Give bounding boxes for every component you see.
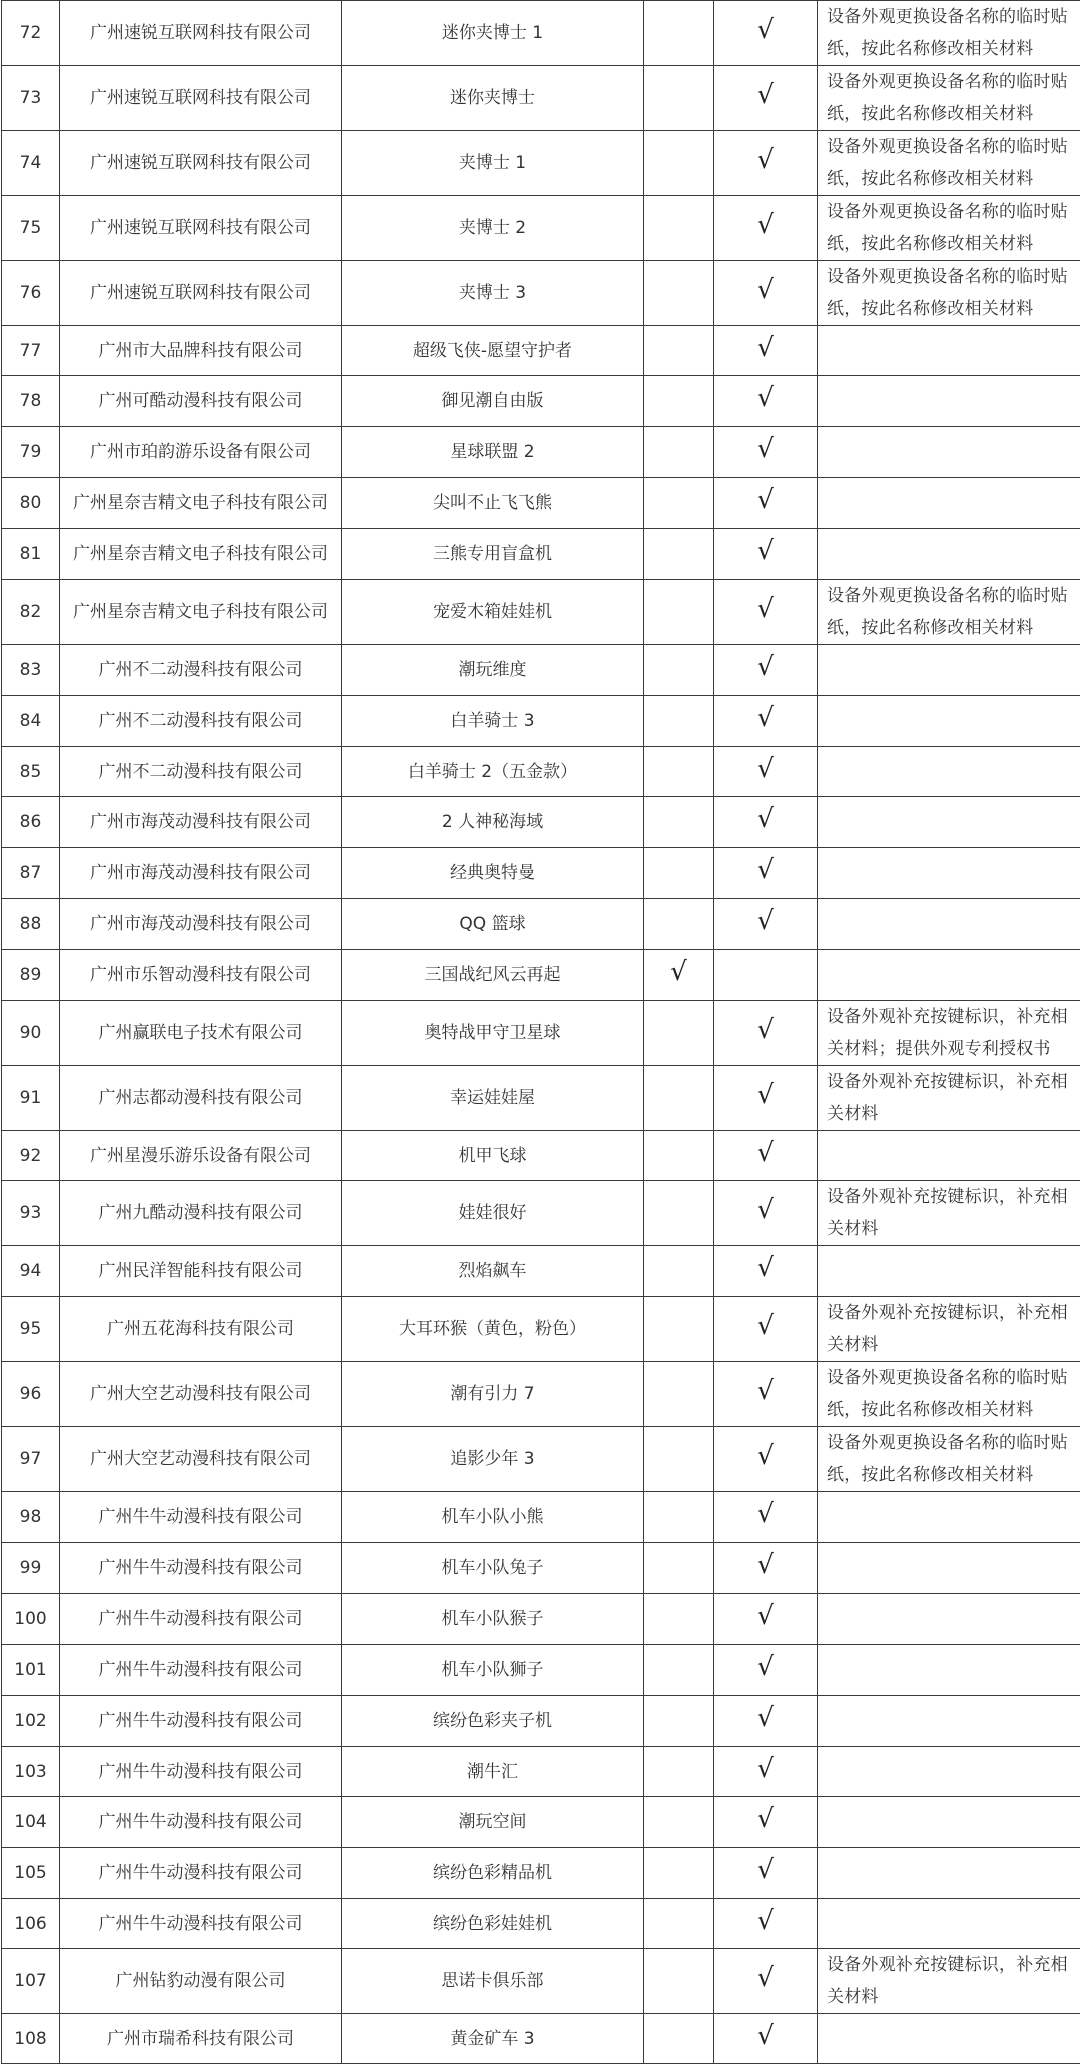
company-name-cell: 广州牛牛动漫科技有限公司 bbox=[60, 1492, 342, 1543]
company-name-cell: 广州志都动漫科技有限公司 bbox=[60, 1066, 342, 1131]
check-mark-icon: √ bbox=[757, 857, 774, 883]
check-mark-icon: √ bbox=[757, 1756, 774, 1782]
check-column-2-cell bbox=[714, 131, 818, 196]
check-mark-icon: √ bbox=[757, 147, 774, 173]
table-row bbox=[2, 848, 1080, 899]
device-name-cell: 大耳环猴（黄色，粉色） bbox=[342, 1297, 644, 1362]
table-row bbox=[2, 797, 1080, 848]
check-column-1-cell bbox=[644, 2014, 714, 2064]
table-row bbox=[2, 1696, 1080, 1747]
check-column-2-cell bbox=[714, 1543, 818, 1594]
check-column-1-cell bbox=[644, 848, 714, 899]
remark-cell: 设备外观补充按键标识，补充相关材料 bbox=[818, 1181, 1080, 1246]
check-column-2-cell bbox=[714, 2014, 818, 2064]
table-row bbox=[2, 1297, 1080, 1362]
row-number-cell: 88 bbox=[2, 899, 60, 950]
check-column-2-cell bbox=[714, 1246, 818, 1297]
table-row bbox=[2, 131, 1080, 196]
check-column-1-cell bbox=[644, 1949, 714, 2014]
check-column-1-cell bbox=[644, 196, 714, 261]
check-mark-icon: √ bbox=[757, 908, 774, 934]
device-name-cell: 机车小队小熊 bbox=[342, 1492, 644, 1543]
company-name-cell: 广州不二动漫科技有限公司 bbox=[60, 696, 342, 747]
device-name-cell: 潮玩空间 bbox=[342, 1797, 644, 1848]
check-mark-icon: √ bbox=[757, 756, 774, 782]
remark-cell bbox=[818, 427, 1080, 478]
check-column-1-cell bbox=[644, 1543, 714, 1594]
remark-cell bbox=[818, 645, 1080, 696]
table-row bbox=[2, 1594, 1080, 1645]
check-column-2-cell bbox=[714, 1645, 818, 1696]
row-number-cell: 96 bbox=[2, 1362, 60, 1427]
check-column-2-cell bbox=[714, 1131, 818, 1181]
check-mark-icon: √ bbox=[757, 1908, 774, 1934]
company-name-cell: 广州大空艺动漫科技有限公司 bbox=[60, 1427, 342, 1492]
check-column-2-cell bbox=[714, 196, 818, 261]
company-name-cell: 广州牛牛动漫科技有限公司 bbox=[60, 1747, 342, 1797]
table-row bbox=[2, 747, 1080, 797]
table-row bbox=[2, 376, 1080, 427]
company-name-cell: 广州牛牛动漫科技有限公司 bbox=[60, 1899, 342, 1949]
row-number-cell: 84 bbox=[2, 696, 60, 747]
remark-cell: 设备外观补充按键标识，补充相关材料 bbox=[818, 1949, 1080, 2014]
row-number-cell: 98 bbox=[2, 1492, 60, 1543]
row-number-cell: 90 bbox=[2, 1001, 60, 1066]
device-name-cell: 奥特战甲守卫星球 bbox=[342, 1001, 644, 1066]
check-column-2-cell bbox=[714, 1696, 818, 1747]
company-name-cell: 广州星奈吉精文电子科技有限公司 bbox=[60, 478, 342, 529]
check-column-1-cell bbox=[644, 1594, 714, 1645]
check-mark-icon: √ bbox=[757, 806, 774, 832]
device-name-cell: 三国战纪风云再起 bbox=[342, 950, 644, 1001]
check-column-2-cell bbox=[714, 1001, 818, 1066]
row-number-cell: 83 bbox=[2, 645, 60, 696]
check-column-1-cell bbox=[644, 427, 714, 478]
device-name-cell: 机车小队兔子 bbox=[342, 1543, 644, 1594]
device-name-cell: 迷你夹博士 1 bbox=[342, 1, 644, 66]
remark-cell: 设备外观更换设备名称的临时贴纸，按此名称修改相关材料 bbox=[818, 580, 1080, 645]
table-row bbox=[2, 529, 1080, 580]
row-number-cell: 92 bbox=[2, 1131, 60, 1181]
remark-cell bbox=[818, 1747, 1080, 1797]
row-number-cell: 106 bbox=[2, 1899, 60, 1949]
check-column-1-cell bbox=[644, 1645, 714, 1696]
remark-cell: 设备外观更换设备名称的临时贴纸，按此名称修改相关材料 bbox=[818, 1, 1080, 66]
check-column-1-cell bbox=[644, 1899, 714, 1949]
device-name-cell: 潮玩维度 bbox=[342, 645, 644, 696]
table-row bbox=[2, 478, 1080, 529]
device-name-cell: 迷你夹博士 bbox=[342, 66, 644, 131]
check-mark-icon: √ bbox=[757, 1501, 774, 1527]
company-name-cell: 广州五花海科技有限公司 bbox=[60, 1297, 342, 1362]
device-name-cell: 经典奥特曼 bbox=[342, 848, 644, 899]
table-row bbox=[2, 580, 1080, 645]
check-mark-icon: √ bbox=[757, 1313, 774, 1339]
row-number-cell: 97 bbox=[2, 1427, 60, 1492]
company-name-cell: 广州速锐互联网科技有限公司 bbox=[60, 131, 342, 196]
check-mark-icon: √ bbox=[757, 1378, 774, 1404]
table-row bbox=[2, 696, 1080, 747]
company-name-cell: 广州星奈吉精文电子科技有限公司 bbox=[60, 580, 342, 645]
check-column-2-cell bbox=[714, 899, 818, 950]
check-column-1-cell bbox=[644, 131, 714, 196]
device-name-cell: 三熊专用盲盒机 bbox=[342, 529, 644, 580]
company-name-cell: 广州市瑞希科技有限公司 bbox=[60, 2014, 342, 2064]
company-name-cell: 广州星漫乐游乐设备有限公司 bbox=[60, 1131, 342, 1181]
check-column-2-cell bbox=[714, 1492, 818, 1543]
remark-cell: 设备外观更换设备名称的临时贴纸，按此名称修改相关材料 bbox=[818, 261, 1080, 326]
check-column-1-cell bbox=[644, 696, 714, 747]
check-column-2-cell bbox=[714, 1181, 818, 1246]
check-column-2-cell bbox=[714, 580, 818, 645]
remark-cell: 设备外观更换设备名称的临时贴纸，按此名称修改相关材料 bbox=[818, 1427, 1080, 1492]
remark-cell bbox=[818, 1899, 1080, 1949]
check-column-2-cell bbox=[714, 1949, 818, 2014]
check-column-1-cell bbox=[644, 1246, 714, 1297]
table-row bbox=[2, 1066, 1080, 1131]
company-name-cell: 广州牛牛动漫科技有限公司 bbox=[60, 1696, 342, 1747]
check-mark-icon: √ bbox=[757, 538, 774, 564]
company-name-cell: 广州市乐智动漫科技有限公司 bbox=[60, 950, 342, 1001]
table-row bbox=[2, 1131, 1080, 1181]
remark-cell bbox=[818, 326, 1080, 376]
device-name-cell: 机甲飞球 bbox=[342, 1131, 644, 1181]
check-mark-icon: √ bbox=[757, 1857, 774, 1883]
check-column-1-cell bbox=[644, 950, 714, 1001]
device-name-cell: 缤纷色彩精品机 bbox=[342, 1848, 644, 1899]
device-approval-table bbox=[1, 0, 1080, 2064]
check-mark-icon: √ bbox=[757, 385, 774, 411]
remark-cell bbox=[818, 1645, 1080, 1696]
row-number-cell: 76 bbox=[2, 261, 60, 326]
check-column-1-cell bbox=[644, 797, 714, 848]
check-column-2-cell bbox=[714, 1747, 818, 1797]
table-row bbox=[2, 1848, 1080, 1899]
check-mark-icon: √ bbox=[757, 17, 774, 43]
check-column-2-cell bbox=[714, 950, 818, 1001]
check-mark-icon: √ bbox=[670, 959, 687, 985]
device-name-cell: 白羊骑士 3 bbox=[342, 696, 644, 747]
device-name-cell: 夹博士 3 bbox=[342, 261, 644, 326]
check-column-1-cell bbox=[644, 1427, 714, 1492]
check-column-2-cell bbox=[714, 1594, 818, 1645]
table-row bbox=[2, 196, 1080, 261]
check-mark-icon: √ bbox=[757, 1140, 774, 1166]
check-mark-icon: √ bbox=[757, 1082, 774, 1108]
check-mark-icon: √ bbox=[757, 212, 774, 238]
row-number-cell: 102 bbox=[2, 1696, 60, 1747]
check-mark-icon: √ bbox=[757, 277, 774, 303]
remark-cell: 设备外观补充按键标识，补充相关材料；提供外观专利授权书 bbox=[818, 1001, 1080, 1066]
check-column-1-cell bbox=[644, 1492, 714, 1543]
check-mark-icon: √ bbox=[757, 335, 774, 361]
table-row bbox=[2, 1899, 1080, 1949]
device-name-cell: 娃娃很好 bbox=[342, 1181, 644, 1246]
row-number-cell: 101 bbox=[2, 1645, 60, 1696]
check-mark-icon: √ bbox=[757, 487, 774, 513]
row-number-cell: 78 bbox=[2, 376, 60, 427]
check-column-2-cell bbox=[714, 696, 818, 747]
company-name-cell: 广州市海茂动漫科技有限公司 bbox=[60, 797, 342, 848]
table-row bbox=[2, 1543, 1080, 1594]
row-number-cell: 74 bbox=[2, 131, 60, 196]
remark-cell bbox=[818, 1848, 1080, 1899]
check-column-1-cell bbox=[644, 899, 714, 950]
check-mark-icon: √ bbox=[757, 436, 774, 462]
row-number-cell: 104 bbox=[2, 1797, 60, 1848]
check-column-2-cell bbox=[714, 645, 818, 696]
check-column-2-cell bbox=[714, 1362, 818, 1427]
table-row bbox=[2, 899, 1080, 950]
company-name-cell: 广州市大品牌科技有限公司 bbox=[60, 326, 342, 376]
check-column-1-cell bbox=[644, 1797, 714, 1848]
check-column-1-cell bbox=[644, 529, 714, 580]
device-name-cell: 2 人神秘海域 bbox=[342, 797, 644, 848]
remark-cell bbox=[818, 376, 1080, 427]
device-name-cell: 追影少年 3 bbox=[342, 1427, 644, 1492]
row-number-cell: 79 bbox=[2, 427, 60, 478]
check-column-2-cell bbox=[714, 1899, 818, 1949]
device-name-cell: 尖叫不止飞飞熊 bbox=[342, 478, 644, 529]
row-number-cell: 80 bbox=[2, 478, 60, 529]
company-name-cell: 广州速锐互联网科技有限公司 bbox=[60, 66, 342, 131]
check-column-2-cell bbox=[714, 797, 818, 848]
table-row bbox=[2, 1645, 1080, 1696]
check-column-1-cell bbox=[644, 1066, 714, 1131]
table-row bbox=[2, 645, 1080, 696]
check-column-1-cell bbox=[644, 1131, 714, 1181]
check-mark-icon: √ bbox=[757, 1197, 774, 1223]
check-mark-icon: √ bbox=[757, 705, 774, 731]
check-column-1-cell bbox=[644, 747, 714, 797]
table-row bbox=[2, 1797, 1080, 1848]
check-mark-icon: √ bbox=[757, 1806, 774, 1832]
check-column-1-cell bbox=[644, 376, 714, 427]
row-number-cell: 82 bbox=[2, 580, 60, 645]
remark-cell: 设备外观更换设备名称的临时贴纸，按此名称修改相关材料 bbox=[818, 196, 1080, 261]
table-row bbox=[2, 1949, 1080, 2014]
company-name-cell: 广州大空艺动漫科技有限公司 bbox=[60, 1362, 342, 1427]
remark-cell: 设备外观更换设备名称的临时贴纸，按此名称修改相关材料 bbox=[818, 1362, 1080, 1427]
remark-cell bbox=[818, 1594, 1080, 1645]
row-number-cell: 100 bbox=[2, 1594, 60, 1645]
company-name-cell: 广州市珀韵游乐设备有限公司 bbox=[60, 427, 342, 478]
company-name-cell: 广州赢联电子技术有限公司 bbox=[60, 1001, 342, 1066]
check-column-1-cell bbox=[644, 1181, 714, 1246]
check-column-2-cell bbox=[714, 1848, 818, 1899]
check-mark-icon: √ bbox=[757, 596, 774, 622]
check-column-1-cell bbox=[644, 326, 714, 376]
table-body bbox=[2, 1, 1080, 2064]
row-number-cell: 94 bbox=[2, 1246, 60, 1297]
row-number-cell: 86 bbox=[2, 797, 60, 848]
device-name-cell: 幸运娃娃屋 bbox=[342, 1066, 644, 1131]
check-column-1-cell bbox=[644, 1297, 714, 1362]
row-number-cell: 75 bbox=[2, 196, 60, 261]
device-name-cell: 御见潮自由版 bbox=[342, 376, 644, 427]
row-number-cell: 93 bbox=[2, 1181, 60, 1246]
check-column-1-cell bbox=[644, 261, 714, 326]
check-column-1-cell bbox=[644, 1848, 714, 1899]
row-number-cell: 77 bbox=[2, 326, 60, 376]
row-number-cell: 91 bbox=[2, 1066, 60, 1131]
remark-cell bbox=[818, 1797, 1080, 1848]
remark-cell bbox=[818, 848, 1080, 899]
row-number-cell: 73 bbox=[2, 66, 60, 131]
remark-cell bbox=[818, 1543, 1080, 1594]
check-column-2-cell bbox=[714, 1797, 818, 1848]
row-number-cell: 105 bbox=[2, 1848, 60, 1899]
check-mark-icon: √ bbox=[757, 654, 774, 680]
check-column-1-cell bbox=[644, 1001, 714, 1066]
remark-cell bbox=[818, 2014, 1080, 2064]
device-name-cell: 缤纷色彩娃娃机 bbox=[342, 1899, 644, 1949]
device-name-cell: 黄金矿车 3 bbox=[342, 2014, 644, 2064]
device-name-cell: 白羊骑士 2（五金款） bbox=[342, 747, 644, 797]
check-column-1-cell bbox=[644, 580, 714, 645]
row-number-cell: 107 bbox=[2, 1949, 60, 2014]
device-name-cell: 宠爱木箱娃娃机 bbox=[342, 580, 644, 645]
remark-cell bbox=[818, 1492, 1080, 1543]
company-name-cell: 广州牛牛动漫科技有限公司 bbox=[60, 1848, 342, 1899]
device-name-cell: 烈焰飙车 bbox=[342, 1246, 644, 1297]
table-row bbox=[2, 1427, 1080, 1492]
check-mark-icon: √ bbox=[757, 1654, 774, 1680]
row-number-cell: 72 bbox=[2, 1, 60, 66]
device-name-cell: 潮牛汇 bbox=[342, 1747, 644, 1797]
check-column-1-cell bbox=[644, 1, 714, 66]
table-row bbox=[2, 66, 1080, 131]
remark-cell: 设备外观补充按键标识，补充相关材料 bbox=[818, 1066, 1080, 1131]
check-mark-icon: √ bbox=[757, 1255, 774, 1281]
remark-cell bbox=[818, 478, 1080, 529]
row-number-cell: 108 bbox=[2, 2014, 60, 2064]
remark-cell: 设备外观更换设备名称的临时贴纸，按此名称修改相关材料 bbox=[818, 66, 1080, 131]
remark-cell bbox=[818, 529, 1080, 580]
row-number-cell: 87 bbox=[2, 848, 60, 899]
row-number-cell: 95 bbox=[2, 1297, 60, 1362]
company-name-cell: 广州速锐互联网科技有限公司 bbox=[60, 1, 342, 66]
table-row bbox=[2, 1001, 1080, 1066]
row-number-cell: 85 bbox=[2, 747, 60, 797]
check-mark-icon: √ bbox=[757, 2023, 774, 2049]
table-row bbox=[2, 261, 1080, 326]
check-column-2-cell bbox=[714, 66, 818, 131]
company-name-cell: 广州钻豹动漫有限公司 bbox=[60, 1949, 342, 2014]
row-number-cell: 103 bbox=[2, 1747, 60, 1797]
company-name-cell: 广州市海茂动漫科技有限公司 bbox=[60, 899, 342, 950]
check-mark-icon: √ bbox=[757, 1705, 774, 1731]
company-name-cell: 广州牛牛动漫科技有限公司 bbox=[60, 1645, 342, 1696]
check-column-2-cell bbox=[714, 261, 818, 326]
check-mark-icon: √ bbox=[757, 1443, 774, 1469]
check-column-2-cell bbox=[714, 1427, 818, 1492]
remark-cell bbox=[818, 1246, 1080, 1297]
table-row bbox=[2, 1246, 1080, 1297]
table-row bbox=[2, 1, 1080, 66]
check-mark-icon: √ bbox=[757, 1552, 774, 1578]
check-column-1-cell bbox=[644, 1747, 714, 1797]
company-name-cell: 广州牛牛动漫科技有限公司 bbox=[60, 1594, 342, 1645]
remark-cell bbox=[818, 747, 1080, 797]
check-column-1-cell bbox=[644, 478, 714, 529]
row-number-cell: 81 bbox=[2, 529, 60, 580]
table-row bbox=[2, 427, 1080, 478]
company-name-cell: 广州速锐互联网科技有限公司 bbox=[60, 261, 342, 326]
remark-cell bbox=[818, 696, 1080, 747]
check-column-1-cell bbox=[644, 66, 714, 131]
remark-cell bbox=[818, 899, 1080, 950]
company-name-cell: 广州不二动漫科技有限公司 bbox=[60, 645, 342, 696]
device-name-cell: 夹博士 1 bbox=[342, 131, 644, 196]
device-name-cell: QQ 篮球 bbox=[342, 899, 644, 950]
check-column-2-cell bbox=[714, 1066, 818, 1131]
check-column-2-cell bbox=[714, 747, 818, 797]
company-name-cell: 广州九酷动漫科技有限公司 bbox=[60, 1181, 342, 1246]
check-mark-icon: √ bbox=[757, 1965, 774, 1991]
table-row bbox=[2, 1492, 1080, 1543]
check-column-2-cell bbox=[714, 529, 818, 580]
check-column-2-cell bbox=[714, 427, 818, 478]
row-number-cell: 89 bbox=[2, 950, 60, 1001]
check-column-1-cell bbox=[644, 645, 714, 696]
table-row bbox=[2, 2014, 1080, 2064]
device-name-cell: 潮有引力 7 bbox=[342, 1362, 644, 1427]
device-name-cell: 机车小队猴子 bbox=[342, 1594, 644, 1645]
check-column-2-cell bbox=[714, 376, 818, 427]
check-column-1-cell bbox=[644, 1696, 714, 1747]
company-name-cell: 广州速锐互联网科技有限公司 bbox=[60, 196, 342, 261]
device-name-cell: 缤纷色彩夹子机 bbox=[342, 1696, 644, 1747]
table-row bbox=[2, 950, 1080, 1001]
company-name-cell: 广州可酷动漫科技有限公司 bbox=[60, 376, 342, 427]
check-column-1-cell bbox=[644, 1362, 714, 1427]
check-column-2-cell bbox=[714, 326, 818, 376]
table-row bbox=[2, 1362, 1080, 1427]
device-name-cell: 思诺卡俱乐部 bbox=[342, 1949, 644, 2014]
company-name-cell: 广州民洋智能科技有限公司 bbox=[60, 1246, 342, 1297]
check-mark-icon: √ bbox=[757, 82, 774, 108]
row-number-cell: 99 bbox=[2, 1543, 60, 1594]
company-name-cell: 广州市海茂动漫科技有限公司 bbox=[60, 848, 342, 899]
company-name-cell: 广州牛牛动漫科技有限公司 bbox=[60, 1797, 342, 1848]
check-column-2-cell bbox=[714, 1297, 818, 1362]
device-name-cell: 星球联盟 2 bbox=[342, 427, 644, 478]
table-row bbox=[2, 1747, 1080, 1797]
company-name-cell: 广州不二动漫科技有限公司 bbox=[60, 747, 342, 797]
table-row bbox=[2, 326, 1080, 376]
table-row bbox=[2, 1181, 1080, 1246]
company-name-cell: 广州星奈吉精文电子科技有限公司 bbox=[60, 529, 342, 580]
check-mark-icon: √ bbox=[757, 1603, 774, 1629]
remark-cell: 设备外观补充按键标识，补充相关材料 bbox=[818, 1297, 1080, 1362]
device-name-cell: 夹博士 2 bbox=[342, 196, 644, 261]
remark-cell bbox=[818, 950, 1080, 1001]
device-name-cell: 机车小队狮子 bbox=[342, 1645, 644, 1696]
check-column-2-cell bbox=[714, 848, 818, 899]
remark-cell bbox=[818, 797, 1080, 848]
device-name-cell: 超级飞侠-愿望守护者 bbox=[342, 326, 644, 376]
company-name-cell: 广州牛牛动漫科技有限公司 bbox=[60, 1543, 342, 1594]
check-column-2-cell bbox=[714, 1, 818, 66]
check-mark-icon: √ bbox=[757, 1017, 774, 1043]
remark-cell bbox=[818, 1696, 1080, 1747]
remark-cell bbox=[818, 1131, 1080, 1181]
check-column-2-cell bbox=[714, 478, 818, 529]
remark-cell: 设备外观更换设备名称的临时贴纸，按此名称修改相关材料 bbox=[818, 131, 1080, 196]
